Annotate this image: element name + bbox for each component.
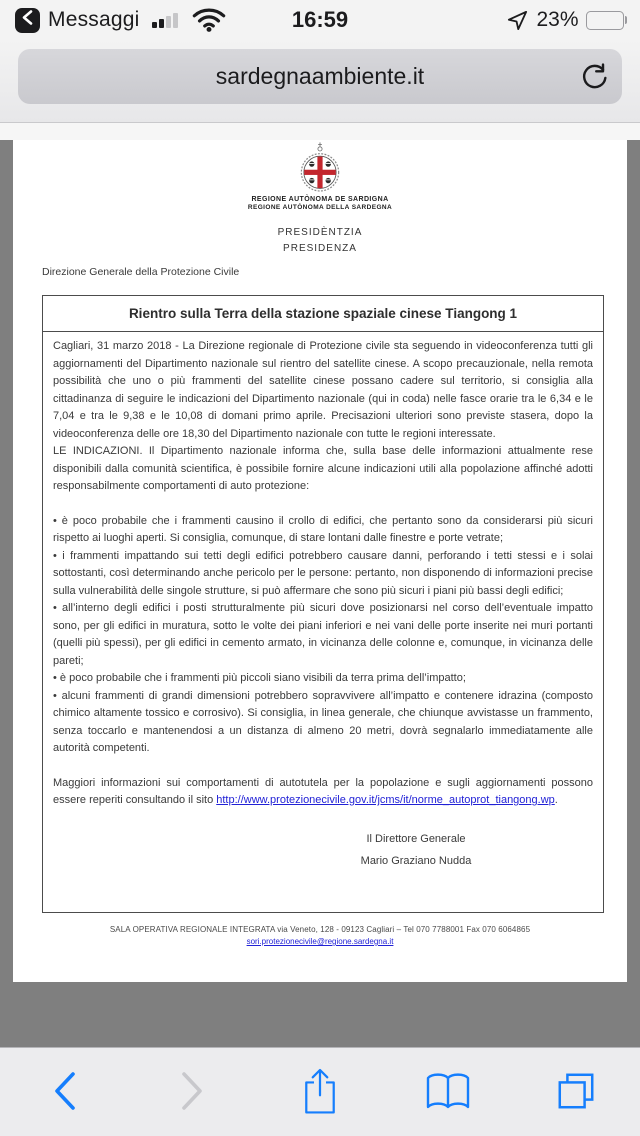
signature-name: Mario Graziano Nudda (360, 854, 472, 867)
signature-role: Il Direttore Generale (366, 832, 466, 845)
document-footer-email-row (13, 937, 627, 946)
sardinia-emblem-icon (13, 142, 627, 194)
signature-block (316, 828, 516, 872)
tabs-icon (555, 1070, 597, 1115)
reload-icon (580, 63, 609, 92)
more-info-paragraph: Maggiori informazioni sui comportamenti di autotutela per la popolazione e sugli aggiornamenti possono essere reperiti consultando il sito http://www.protezionecivile.gov.it/jcms/it/norme_autoprot_tiangong.wp. (53, 776, 593, 806)
document-footer-line: SALA OPERATIVA REGIONALE INTEGRATA via Veneto, 128 - 09123 Cagliari – Tel 070 7788001 Fax 070 6064865 (109, 925, 531, 934)
presidency-sardinian: PRESIDÈNTZIA (277, 227, 363, 238)
status-bar (0, 0, 640, 40)
share-button[interactable] (256, 1048, 384, 1136)
tabs-button[interactable] (512, 1048, 640, 1136)
bullet-item: • all’interno degli edifici i posti strutturalmente più sicuri dove posizionarsi nel corso dell’eventuale impatto sono, per gli edifici in muratura, sotto le volte dei piani inferiori e nei vani delle porte inserite nei muri portanti (quelli più spessi), per gli edifici in cemento armato, in vicinanza delle colonne e, comunque, in vicinanza delle pareti; (53, 602, 593, 667)
page-top-strip (0, 123, 640, 140)
bookmarks-button[interactable] (384, 1048, 512, 1136)
safari-url-bar (0, 40, 640, 123)
region-name-sardinian: REGIONE AUTÒNOMA DE SARDIGNA (251, 196, 389, 203)
document-title: Rientro sulla Terra della stazione spaziale cinese Tiangong 1 (128, 306, 518, 321)
battery-icon (586, 11, 628, 30)
bookmarks-icon (424, 1071, 472, 1114)
clock: 16:59 (291, 7, 349, 32)
document-page (13, 140, 627, 982)
department-name: Direzione Generale della Protezione Civile (42, 266, 240, 278)
paragraph: Cagliari, 31 marzo 2018 - La Direzione regionale di Protezione civile sta seguendo in videoconferenza tutti gli aggiornamenti del Dipartimento nazionale sul rientro del satellite cinese. A scopo precauzionale, nella remota possibilità che uno o più frammenti del satellite cinese possano cadere sul territorio, si consiglia alla cittadinanza di seguire le indicazioni del Dipartimento nazionale (qui in coda) nelle fasce orarie tra le 6,34 e le 7,04 e tra le 9,38 e le 10,08 di domani primo aprile. Precisazioni ulteriori sono previste stasera, dopo la videoconferenza delle ore 18,30 del Dipartimento nazionale con tutte le regioni interessate. (53, 340, 593, 440)
address-field[interactable] (18, 49, 622, 104)
url-text: sardegnaambiente.it (215, 63, 425, 89)
bullet-item: • i frammenti impattando sui tetti degli edifici potrebbero causare danni, perforando i tetti stessi e i solai sottostanti, così determinando anche pericolo per le persone: pertanto, non disponendo di informazioni precise sulla vulnerabilità delle singole strutture, si può affermare che sono più sicuri i piani più bassi degli edifici; (53, 549, 593, 597)
bullet-item: • alcuni frammenti di grandi dimensioni potrebbero sopravvivere all’impatto e contenere idrazina (composto chimico altamente tossico e corrosivo). Si consiglia, in linea generale, che chiunque avvistasse un frammento, senza toccarlo e mantenendosi a un distanza di almeno 20 metri, dovrà segnalarlo immediatamente alle autorità competenti. (53, 689, 593, 754)
protezionecivile-link[interactable]: http://www.protezionecivile.gov.it/jcms/it/norme_autoprot_tiangong.wp (216, 794, 555, 806)
paragraph: LE INDICAZIONI. Il Dipartimento nazionale informa che, sulla base delle informazioni attualmente rese disponibili dalla comunità scientifica, è possibile fornire alcune indicazioni utili alla popolazione affinché adotti responsabilmente comportamenti di auto protezione: (53, 445, 593, 492)
location-arrow-icon (506, 9, 529, 32)
bullet-item: • è poco probabile che i frammenti causino il crollo di edifici, che pertanto sono da considerarsi più sicuri rispetto ai luoghi aperti. Si consiglia, comunque, di stare lontani dalle finestre e porte vetrate; (53, 514, 593, 544)
bullet-item: • è poco probabile che i frammenti più piccoli siano visibili da terra prima dell’impatto; (53, 672, 466, 684)
back-button[interactable] (0, 1048, 128, 1136)
document-title-box (42, 295, 604, 332)
back-icon (51, 1070, 78, 1115)
presidency-italian: PRESIDENZA (283, 243, 357, 254)
web-content[interactable] (0, 140, 640, 1047)
document-body (42, 332, 604, 913)
forward-button[interactable] (128, 1048, 256, 1136)
safari-toolbar (0, 1047, 640, 1136)
email-link[interactable]: sori.protezionecivile@regione.sardegna.it (246, 937, 394, 946)
battery-percent: 23% (536, 8, 579, 31)
region-name-italian: REGIONE AUTÒNOMA DELLA SARDEGNA (247, 204, 393, 211)
share-icon (301, 1067, 339, 1118)
back-app-label[interactable]: Messaggi (48, 8, 140, 31)
forward-icon (179, 1070, 206, 1115)
reload-button[interactable] (579, 62, 609, 92)
